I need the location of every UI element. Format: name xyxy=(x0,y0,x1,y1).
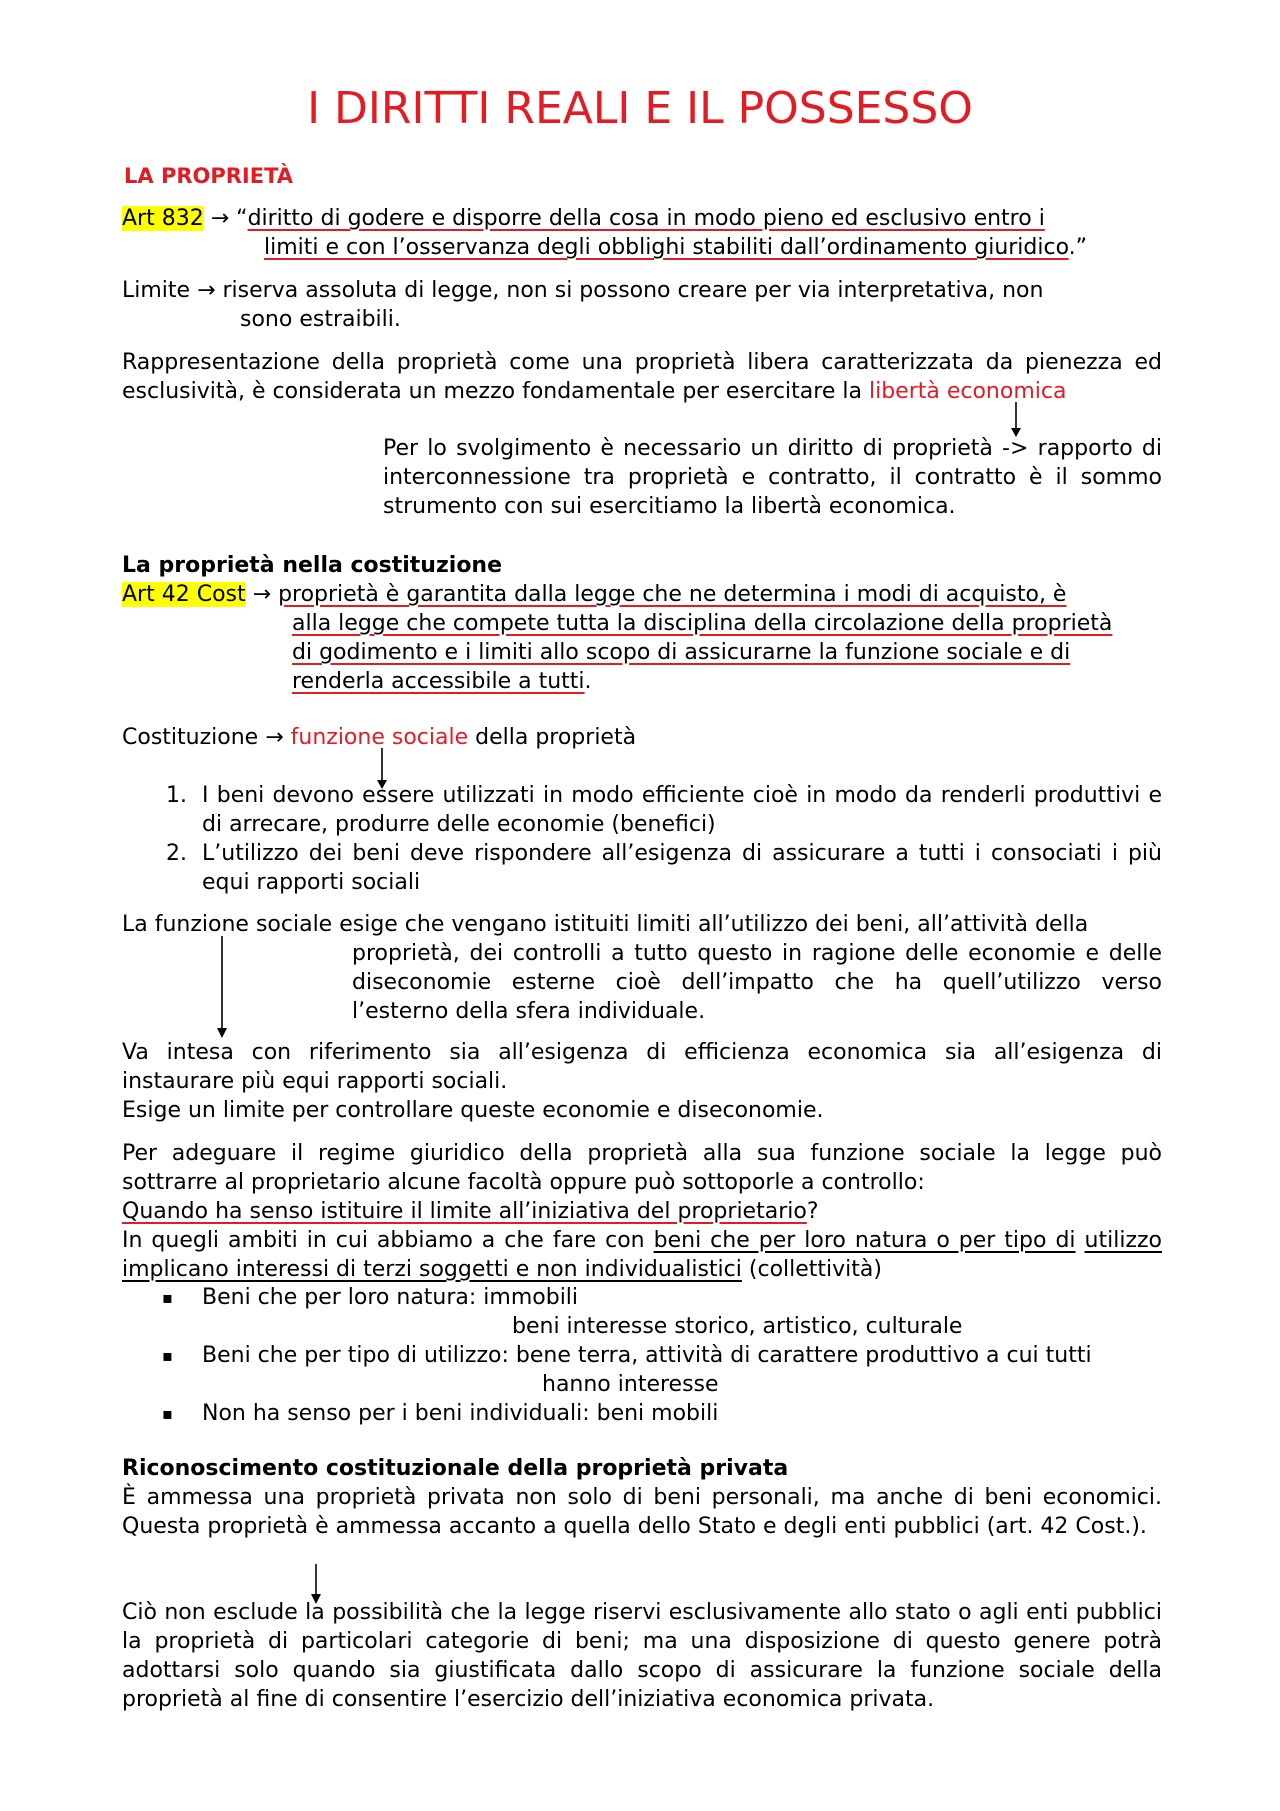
arrow-icon: → xyxy=(265,725,284,750)
arrow-icon: → xyxy=(197,278,216,303)
bullet-line1: Beni che per tipo di utilizzo: bene terra, attività di carattere produttivo a cui tutti xyxy=(202,1343,1092,1368)
art42-line3: di godimento e i limiti allo scopo di assicurarne la funzione sociale e di xyxy=(292,640,1071,665)
va-intesa-block xyxy=(122,1038,1162,1125)
rappresentazione-text: Rappresentazione della proprietà come una proprietà libera caratterizzata da pienezza ed esclusività, è considerata un mezzo fondamentale per esercitare la xyxy=(122,350,1162,404)
funzione-line1: La funzione sociale esige che vengano istituiti limiti all’utilizzo dei beni, all’attività della xyxy=(122,912,1089,937)
quote-close: .” xyxy=(1068,235,1088,260)
art42-line4: renderla accessibile a tutti xyxy=(292,669,585,694)
bullet-line1: Non ha senso per i beni individuali: beni mobili xyxy=(202,1401,719,1426)
riconoscimento-paragraph2: Ciò non esclude la possibilità che la legge riservi esclusivamente allo stato o agli enti pubblici la proprietà di particolari categorie di beni; ma una disposizione di questo genere potrà adottarsi solo quando sia giustificata dallo scopo di assicurare la funzione sociale della proprietà al fine di consentire l’esercizio dell’iniziativa economica privata. xyxy=(122,1600,1162,1712)
bullet-icon: ▪ xyxy=(162,1288,173,1307)
funzione-sociale-paragraph xyxy=(122,910,1162,1026)
arrow-icon: → xyxy=(252,582,272,607)
costituzione-label: Costituzione xyxy=(122,725,259,750)
riconoscimento-paragraph1: È ammessa una proprietà privata non solo di beni personali, ma anche di beni economici. Questa proprietà è ammessa accanto a quella dello Stato e degli enti pubblici (art. 42 Cost.). xyxy=(122,1485,1162,1539)
esige-text: Esige un limite per controllare queste economie e diseconomie. xyxy=(122,1098,824,1123)
quote-open: “ xyxy=(236,206,248,231)
ambiti-underlined-1: beni che per loro natura o per tipo di xyxy=(653,1228,1076,1253)
list-item xyxy=(122,781,1162,839)
list-item xyxy=(122,1399,1162,1428)
bullet-icon: ▪ xyxy=(162,1346,173,1365)
art832-block xyxy=(122,204,1162,262)
list-item-text: L’utilizzo dei beni deve rispondere all’esigenza di assicurare a tutti i consociati i più equi rapporti sociali xyxy=(202,841,1162,895)
ambiti-end: (collettività) xyxy=(748,1257,882,1282)
art832-quote-line2: limiti e con l’osservanza degli obblighi stabiliti dall’ordinamento giuridico xyxy=(264,235,1069,260)
bullet-line2: hanno interesse xyxy=(542,1372,719,1397)
funzione-rest: proprietà, dei controlli a tutto questo in ragione delle economie e delle diseconomie esterne cioè dell’impatto che ha quell’utilizzo verso l’esterno della sfera individuale. xyxy=(352,941,1162,1024)
bullet-line2: beni interesse storico, artistico, culturale xyxy=(512,1314,963,1339)
bullet-line1: Beni che per loro natura: immobili xyxy=(202,1285,579,1310)
limite-line1: riserva assoluta di legge, non si possono creare per via interpretativa, non xyxy=(222,278,1044,303)
limite-block xyxy=(122,276,1162,334)
down-arrow-icon xyxy=(1008,402,1024,438)
rappresentazione-paragraph xyxy=(122,348,1162,406)
down-arrow-icon xyxy=(214,936,230,1040)
bullet-icon: ▪ xyxy=(162,1404,173,1423)
list-item xyxy=(122,1283,1162,1341)
art42-period: . xyxy=(584,669,592,694)
costituzione-line xyxy=(122,723,1162,752)
limite-label: Limite xyxy=(122,278,191,303)
list-item xyxy=(122,839,1162,897)
section-heading-riconoscimento: Riconoscimento costituzionale della proprietà privata xyxy=(122,1456,789,1481)
question-text: Quando ha senso istituire il limite all’iniziativa del proprietario xyxy=(122,1199,807,1224)
funzione-sociale-highlight: funzione sociale xyxy=(290,725,469,750)
numbered-list xyxy=(122,781,1162,897)
limite-line2: sono estraibili. xyxy=(240,307,401,332)
svolgimento-paragraph: Per lo svolgimento è necessario un diritto di proprietà -> rapporto di interconnessione tra proprietà e contratto, il contratto è il sommo strumento con sui esercitiamo la libertà economica. xyxy=(383,436,1162,519)
question-mark: ? xyxy=(806,1199,819,1224)
list-number: 2. xyxy=(166,841,187,866)
liberta-economica-highlight: libertà economica xyxy=(868,379,1067,404)
art42-line2: alla legge che compete tutta la disciplina della circolazione della proprietà xyxy=(292,611,1113,636)
bullet-list xyxy=(122,1283,1162,1428)
ambiti-underlined-2: utilizzo implicano interessi di terzi soggetti e non individualistici xyxy=(122,1228,1162,1282)
ambiti-start: In quegli ambiti in cui abbiamo a che fare con xyxy=(122,1228,645,1253)
art832-label: Art 832 xyxy=(122,206,204,231)
adeguare-text: Per adeguare il regime giuridico della proprietà alla sua funzione sociale la legge può sottrarre al proprietario alcune facoltà oppure può sottoporle a controllo: xyxy=(122,1141,1162,1195)
art42-block xyxy=(122,580,1162,696)
art42-line1: proprietà è garantita dalla legge che ne determina i modi di acquisto, è xyxy=(278,582,1067,607)
section-heading-proprieta: LA PROPRIETÀ xyxy=(124,164,294,188)
arrow-icon: → xyxy=(210,206,230,231)
list-item xyxy=(122,1341,1162,1399)
list-number: 1. xyxy=(166,783,187,808)
section-heading-costituzione: La proprietà nella costituzione xyxy=(122,553,503,578)
va-intesa-text: Va intesa con riferimento sia all’esigenza di efficienza economica sia all’esigenza di instaurare più equi rapporti sociali. xyxy=(122,1040,1162,1094)
list-item-text: I beni devono essere utilizzati in modo efficiente cioè in modo da renderli produttivi e di arrecare, produrre delle economie (benefici) xyxy=(202,783,1162,837)
costituzione-rest: della proprietà xyxy=(475,725,637,750)
page-title: I DIRITTI REALI E IL POSSESSO xyxy=(307,83,973,134)
adeguare-block xyxy=(122,1139,1162,1284)
art42-label: Art 42 Cost xyxy=(122,582,246,607)
art832-quote-line1: diritto di godere e disporre della cosa in modo pieno ed esclusivo entro i xyxy=(247,206,1045,231)
